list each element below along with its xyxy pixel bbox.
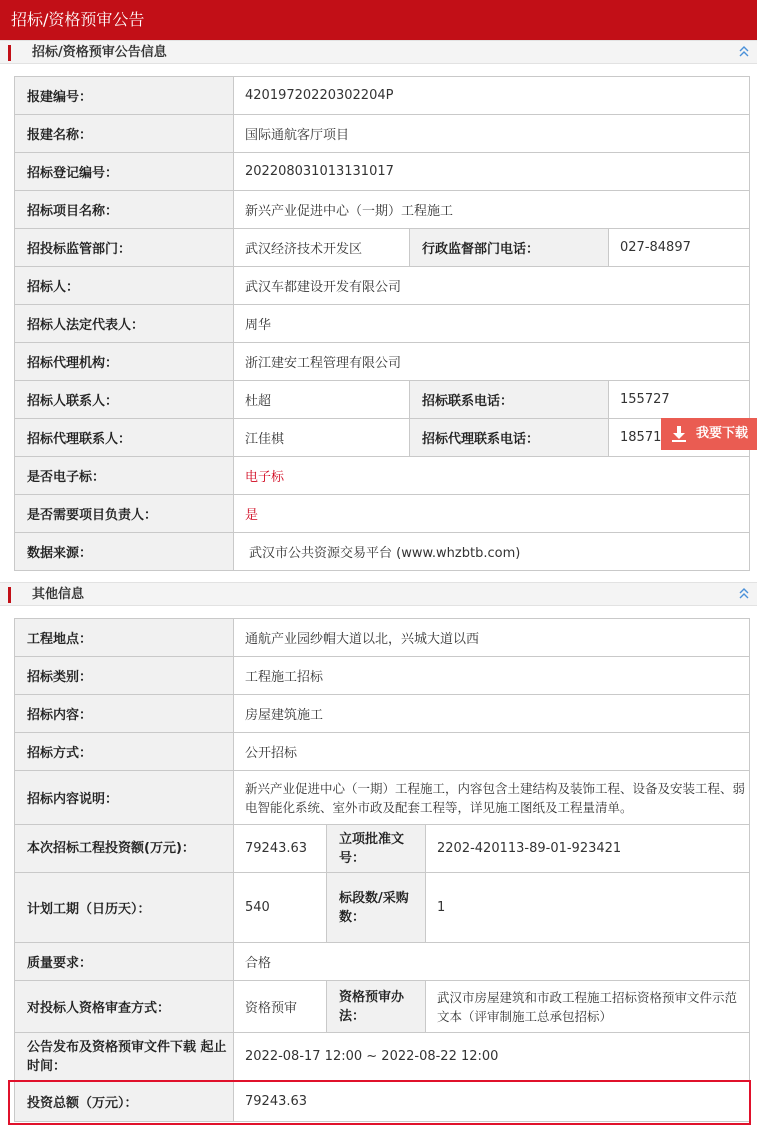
duration-value: 540 [234, 873, 327, 943]
need-manager-label: 是否需要项目负责人： [15, 495, 234, 533]
sections-value: 1 [426, 873, 750, 943]
electronic-label: 是否电子标： [15, 457, 234, 495]
section-title-info: 招标/资格预审公告信息 [32, 45, 167, 60]
total-label: 投资总额（万元）： [15, 1081, 234, 1122]
table-row [15, 115, 750, 153]
need-manager-value: 是 [234, 495, 750, 533]
source-value: 武汉市公共资源交易平台 (www.whzbtb.com) [234, 533, 750, 571]
project-name-label: 招标项目名称： [15, 191, 234, 229]
table-row [15, 873, 750, 943]
legal-rep-label: 招标人法定代表人： [15, 305, 234, 343]
category-label: 招标类别： [15, 657, 234, 695]
tenderer-label: 招标人： [15, 267, 234, 305]
other-table [14, 618, 750, 1122]
report-no-label: 报建编号： [15, 77, 234, 115]
deadline-label: 公告发布及资格预审文件下载 起止时间： [15, 1033, 234, 1081]
contact-label: 招标人联系人： [15, 381, 234, 419]
collapse-icon[interactable] [737, 585, 751, 603]
location-value: 通航产业园纱帽大道以北，兴城大道以西 [234, 619, 750, 657]
table-row [15, 619, 750, 657]
description-label: 招标内容说明： [15, 771, 234, 825]
table-row [15, 733, 750, 771]
contact-phone-value: 155727 [609, 381, 750, 419]
section-title-other: 其他信息 [32, 587, 85, 602]
tenderer-value: 武汉车都建设开发有限公司 [234, 267, 750, 305]
total-value: 79243.63 [234, 1081, 750, 1122]
agency-contact-label: 招标代理联系人： [15, 419, 234, 457]
table-row [15, 657, 750, 695]
table-row [15, 153, 750, 191]
table-row [15, 457, 750, 495]
deadline-value: 2022-08-17 12:00 ~ 2022-08-22 12:00 [234, 1033, 750, 1081]
section-header-info[interactable] [0, 40, 757, 64]
table-row [15, 305, 750, 343]
supervisor-phone-value: 027-84897 [609, 229, 750, 267]
sections-label: 标段数/采购数： [327, 873, 426, 943]
contact-value: 杜超 [234, 381, 410, 419]
agency-contact-phone-label: 招标代理联系电话： [410, 419, 609, 457]
table-row [15, 825, 750, 873]
contact-phone-label: 招标联系电话： [410, 381, 609, 419]
download-button[interactable] [661, 418, 757, 450]
table-row [15, 381, 750, 419]
download-label: 我要下载 [696, 426, 749, 441]
approval-label: 立项批准文号： [327, 825, 426, 873]
content-value: 房屋建筑施工 [234, 695, 750, 733]
method-value: 公开招标 [234, 733, 750, 771]
collapse-icon[interactable] [737, 43, 751, 61]
table-row [15, 1033, 750, 1081]
agency-contact-value: 江佳棋 [234, 419, 410, 457]
table-row [15, 495, 750, 533]
source-label: 数据来源： [15, 533, 234, 571]
review-value: 资格预审 [234, 981, 327, 1033]
project-name-value: 新兴产业促进中心（一期）工程施工 [234, 191, 750, 229]
agency-value: 浙江建安工程管理有限公司 [234, 343, 750, 381]
table-row [15, 771, 750, 825]
table-row [15, 229, 750, 267]
bid-reg-no-value: 202208031013131017 [234, 153, 750, 191]
content-label: 招标内容： [15, 695, 234, 733]
description-value: 新兴产业促进中心（一期）工程施工，内容包含土建结构及装饰工程、设备及安装工程、弱电智能化系统、室外市政及配套工程等，详见施工图纸及工程量清单。 [234, 771, 750, 825]
report-no-value: 42019720220302204P [234, 77, 750, 115]
supervisor-phone-label: 行政监督部门电话： [410, 229, 609, 267]
report-name-value: 国际通航客厅项目 [234, 115, 750, 153]
page-title: 招标/资格预审公告 [11, 10, 145, 29]
review-method-label: 资格预审办法： [327, 981, 426, 1033]
section-accent [8, 45, 11, 61]
page-header [0, 0, 757, 40]
section-accent [8, 587, 11, 603]
category-value: 工程施工招标 [234, 657, 750, 695]
info-table [14, 76, 750, 571]
approval-value: 2202-420113-89-01-923421 [426, 825, 750, 873]
supervisor-label: 招投标监管部门： [15, 229, 234, 267]
legal-rep-value: 周华 [234, 305, 750, 343]
table-row [15, 943, 750, 981]
supervisor-value: 武汉经济技术开发区 [234, 229, 410, 267]
table-row [15, 981, 750, 1033]
investment-label: 本次招标工程投资额(万元)： [15, 825, 234, 873]
table-row [15, 191, 750, 229]
agency-label: 招标代理机构： [15, 343, 234, 381]
download-icon [670, 425, 688, 443]
table-row [15, 343, 750, 381]
table-row [15, 1081, 750, 1122]
table-row [15, 695, 750, 733]
review-label: 对投标人资格审查方式： [15, 981, 234, 1033]
review-method-value: 武汉市房屋建筑和市政工程施工招标资格预审文件示范文本（评审制施工总承包招标） [426, 981, 750, 1033]
investment-value: 79243.63 [234, 825, 327, 873]
electronic-value: 电子标 [234, 457, 750, 495]
quality-label: 质量要求： [15, 943, 234, 981]
location-label: 工程地点： [15, 619, 234, 657]
method-label: 招标方式： [15, 733, 234, 771]
quality-value: 合格 [234, 943, 750, 981]
agency-contact-phone-value: 18571 [609, 419, 750, 457]
report-name-label: 报建名称： [15, 115, 234, 153]
section-header-other[interactable] [0, 582, 757, 606]
table-row [15, 77, 750, 115]
table-row [15, 533, 750, 571]
bid-reg-no-label: 招标登记编号： [15, 153, 234, 191]
table-row [15, 419, 750, 457]
table-row [15, 267, 750, 305]
duration-label: 计划工期（日历天）： [15, 873, 234, 943]
